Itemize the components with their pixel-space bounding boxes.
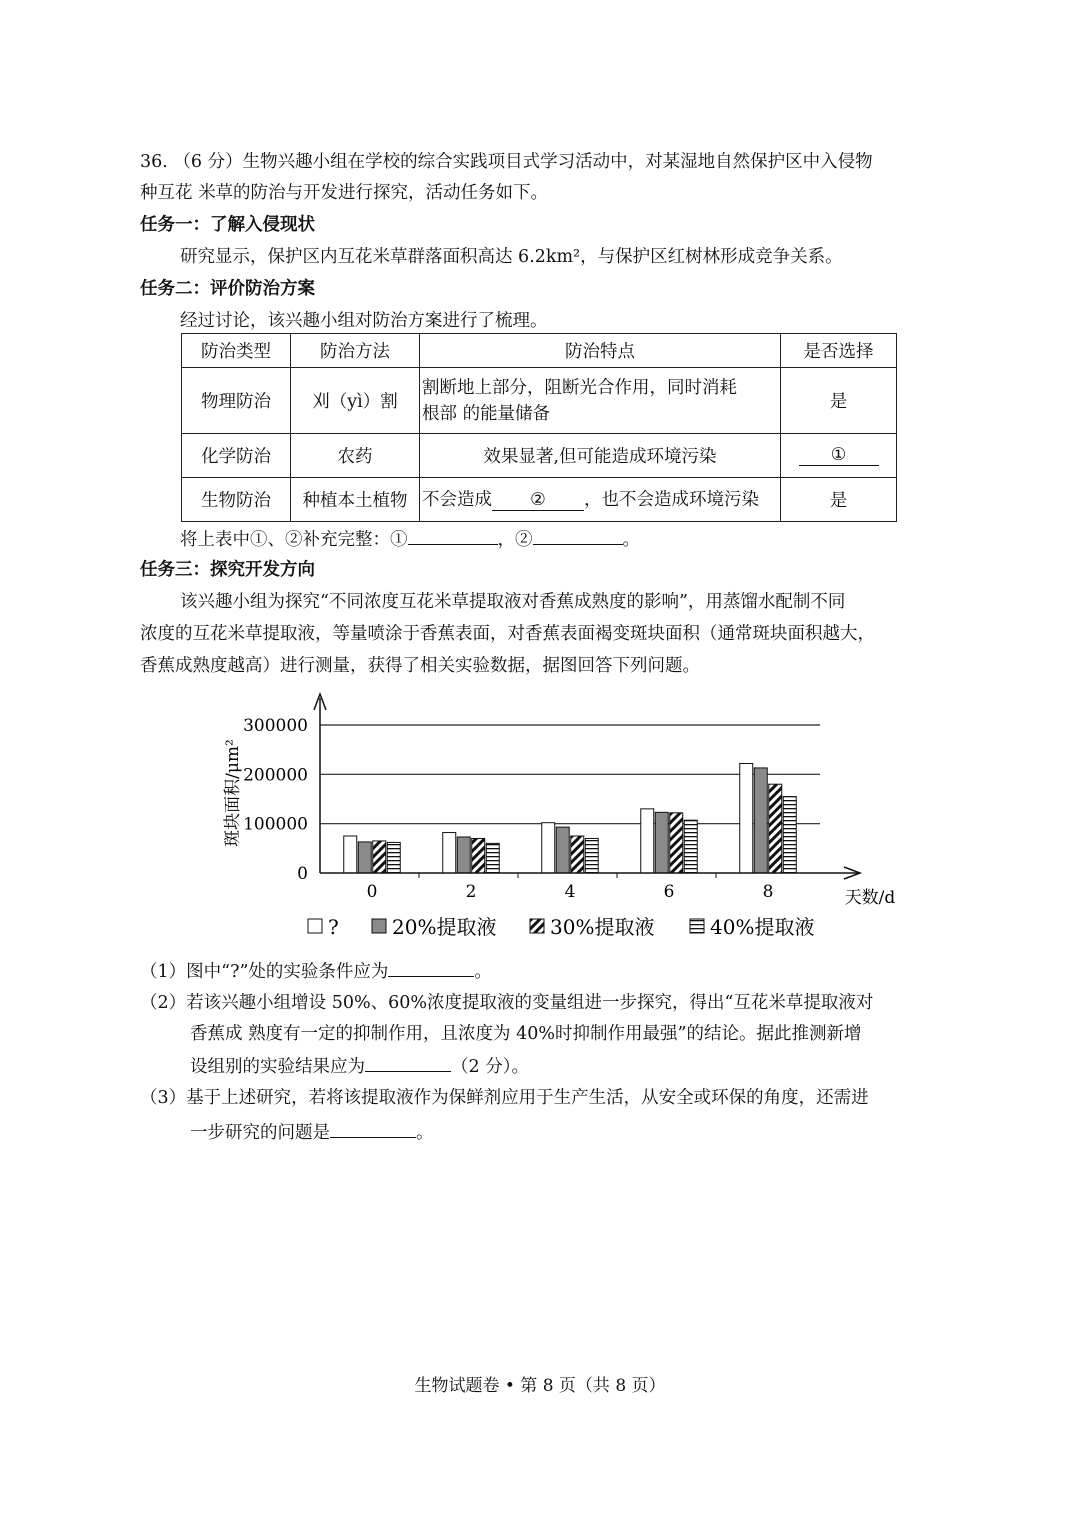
- bar: [486, 843, 499, 873]
- legend-swatch: [308, 919, 322, 933]
- legend-label: 30%提取液: [550, 915, 655, 939]
- bar: [754, 768, 767, 873]
- table-cell-choose: 是: [781, 478, 897, 522]
- y-tick-label: 200000: [243, 765, 308, 786]
- legend-label: 20%提取液: [392, 915, 497, 939]
- bar: [344, 836, 357, 873]
- task3-line1: 该兴趣小组为探究“不同浓度互花米草提取液对香蕉成熟度的影响”，用蒸馏水配制不同: [180, 592, 846, 612]
- task2-title: 任务二：评价防治方案: [140, 279, 315, 299]
- y-tick-label: 0: [297, 864, 308, 884]
- bar: [457, 837, 470, 873]
- bar: [472, 838, 485, 873]
- table-cell-type: 生物防治: [182, 478, 291, 522]
- fill-end: 。: [622, 530, 640, 550]
- table-cell-feature: [420, 478, 781, 522]
- legend-swatch: [690, 919, 704, 933]
- task3-line2: 浓度的互花米草提取液，等量喷涂于香蕉表面，对香蕉表面褐变斑块面积（通常斑块面积越大，: [140, 624, 875, 644]
- q3-line1: （3）基于上述研究，若将该提取液作为保鲜剂应用于生产生活，从安全或环保的角度，还需进: [140, 1088, 869, 1108]
- q3-answer-blank[interactable]: [330, 1119, 416, 1138]
- fill-prompt-line: [180, 526, 640, 552]
- table-cell-feature: 效果显著,但可能造成环境污染: [420, 434, 781, 478]
- x-tick-label: 2: [465, 882, 477, 902]
- q2-text: 设组别的实验结果应为: [190, 1057, 365, 1077]
- bar: [556, 827, 569, 873]
- x-tick-label: 6: [663, 882, 675, 902]
- feature-text-a: 不会造成: [422, 489, 492, 510]
- q1-text: （1）图中“?”处的实验条件应为: [140, 962, 389, 982]
- blank-mark-1[interactable]: ①: [799, 445, 879, 466]
- blank-mark-2[interactable]: ②: [492, 490, 584, 511]
- q1-line: [140, 958, 492, 984]
- bar: [387, 842, 400, 873]
- bar: [358, 842, 371, 873]
- q2-line2: 香蕉成 熟度有一定的抑制作用，且浓度为 40%时抑制作用最强”的结论。据此推测新增: [190, 1024, 862, 1044]
- fill-prompt: 将上表中①、②补充完整：①: [180, 530, 408, 550]
- table-cell-type: 化学防治: [182, 434, 291, 478]
- page-footer: 生物试题卷 • 第 8 页（共 8 页）: [414, 1376, 666, 1396]
- bar: [655, 812, 668, 873]
- legend-label: 40%提取液: [710, 915, 815, 939]
- answer-blank-2[interactable]: [533, 526, 623, 545]
- bar: [740, 763, 753, 873]
- table-header-cell: 防治特点: [420, 334, 781, 368]
- control-plan-table: [181, 333, 897, 522]
- table-row: [182, 434, 897, 478]
- q1-answer-blank[interactable]: [388, 958, 474, 977]
- q3-line2: [190, 1119, 434, 1145]
- feature-line: 根部 的能量储备: [422, 403, 551, 424]
- q2-answer-blank[interactable]: [365, 1053, 451, 1072]
- answer-blank-1[interactable]: [408, 526, 498, 545]
- x-tick-label: 4: [564, 882, 576, 902]
- table-header-cell: 防治类型: [182, 334, 291, 368]
- table-cell-method: 刈（yì）割: [291, 368, 420, 434]
- table-header-cell: 防治方法: [291, 334, 420, 368]
- task1-title: 任务一：了解入侵现状: [140, 215, 315, 235]
- legend-swatch: [530, 919, 544, 933]
- table-cell-choose: 是: [781, 368, 897, 434]
- q3-end: 。: [416, 1123, 434, 1143]
- feature-text-b: ，也不会造成环境污染: [584, 489, 759, 510]
- x-tick-label: 8: [762, 882, 774, 902]
- bar: [670, 813, 683, 873]
- task1-text: 研究显示，保护区内互花米草群落面积高达 6.2km²，与保护区红树林形成竞争关系。: [180, 247, 843, 267]
- q1-end: 。: [474, 962, 492, 982]
- y-tick-label: 100000: [243, 814, 308, 835]
- table-header-row: [182, 334, 897, 368]
- bar: [769, 784, 782, 873]
- question-intro-line2: 种互花 米草的防治与开发进行探究，活动任务如下。: [140, 183, 549, 203]
- q3-text: 一步研究的问题是: [190, 1123, 330, 1143]
- bar: [641, 809, 654, 873]
- bar: [783, 797, 796, 873]
- table-header-cell: 是否选择: [781, 334, 897, 368]
- bar: [443, 833, 456, 873]
- table-row: [182, 478, 897, 522]
- y-tick-label: 300000: [243, 716, 308, 736]
- feature-line: 割断地上部分，阻断光合作用，同时消耗: [422, 377, 737, 398]
- task3-line3: 香蕉成熟度越高）进行测量，获得了相关实验数据，据图回答下列问题。: [140, 656, 700, 676]
- x-tick-label: 0: [366, 882, 378, 902]
- task2-text: 经过讨论，该兴趣小组对防治方案进行了梳理。: [180, 311, 548, 331]
- bar: [684, 820, 697, 873]
- q2-line3: [190, 1053, 529, 1079]
- bar: [542, 823, 555, 873]
- legend-swatch: [372, 919, 386, 933]
- legend-label: ?: [328, 915, 339, 939]
- table-cell-method: 农药: [291, 434, 420, 478]
- table-cell-method: 种植本土植物: [291, 478, 420, 522]
- bar: [585, 838, 598, 873]
- table-cell-choose: [781, 434, 897, 478]
- y-axis-label: 斑块面积/μm²: [223, 739, 243, 847]
- q2-end: （2 分）。: [451, 1057, 529, 1077]
- x-axis-label: 天数/d: [844, 888, 896, 908]
- q2-line1: （2）若该兴趣小组增设 50%、60%浓度提取液的变量组进一步探究，得出“互花米草提取液对: [140, 993, 874, 1013]
- bar-chart: [200, 680, 920, 950]
- table-cell-type: 物理防治: [182, 368, 291, 434]
- question-intro-line1: 36. （6 分）生物兴趣小组在学校的综合实践项目式学习活动中，对某湿地自然保护区中入侵物: [140, 152, 873, 172]
- task3-title: 任务三：探究开发方向: [140, 560, 315, 580]
- bar: [373, 841, 386, 873]
- table-cell-feature: [420, 368, 781, 434]
- bar: [571, 836, 584, 873]
- fill-separator: ，②: [497, 530, 533, 550]
- table-row: [182, 368, 897, 434]
